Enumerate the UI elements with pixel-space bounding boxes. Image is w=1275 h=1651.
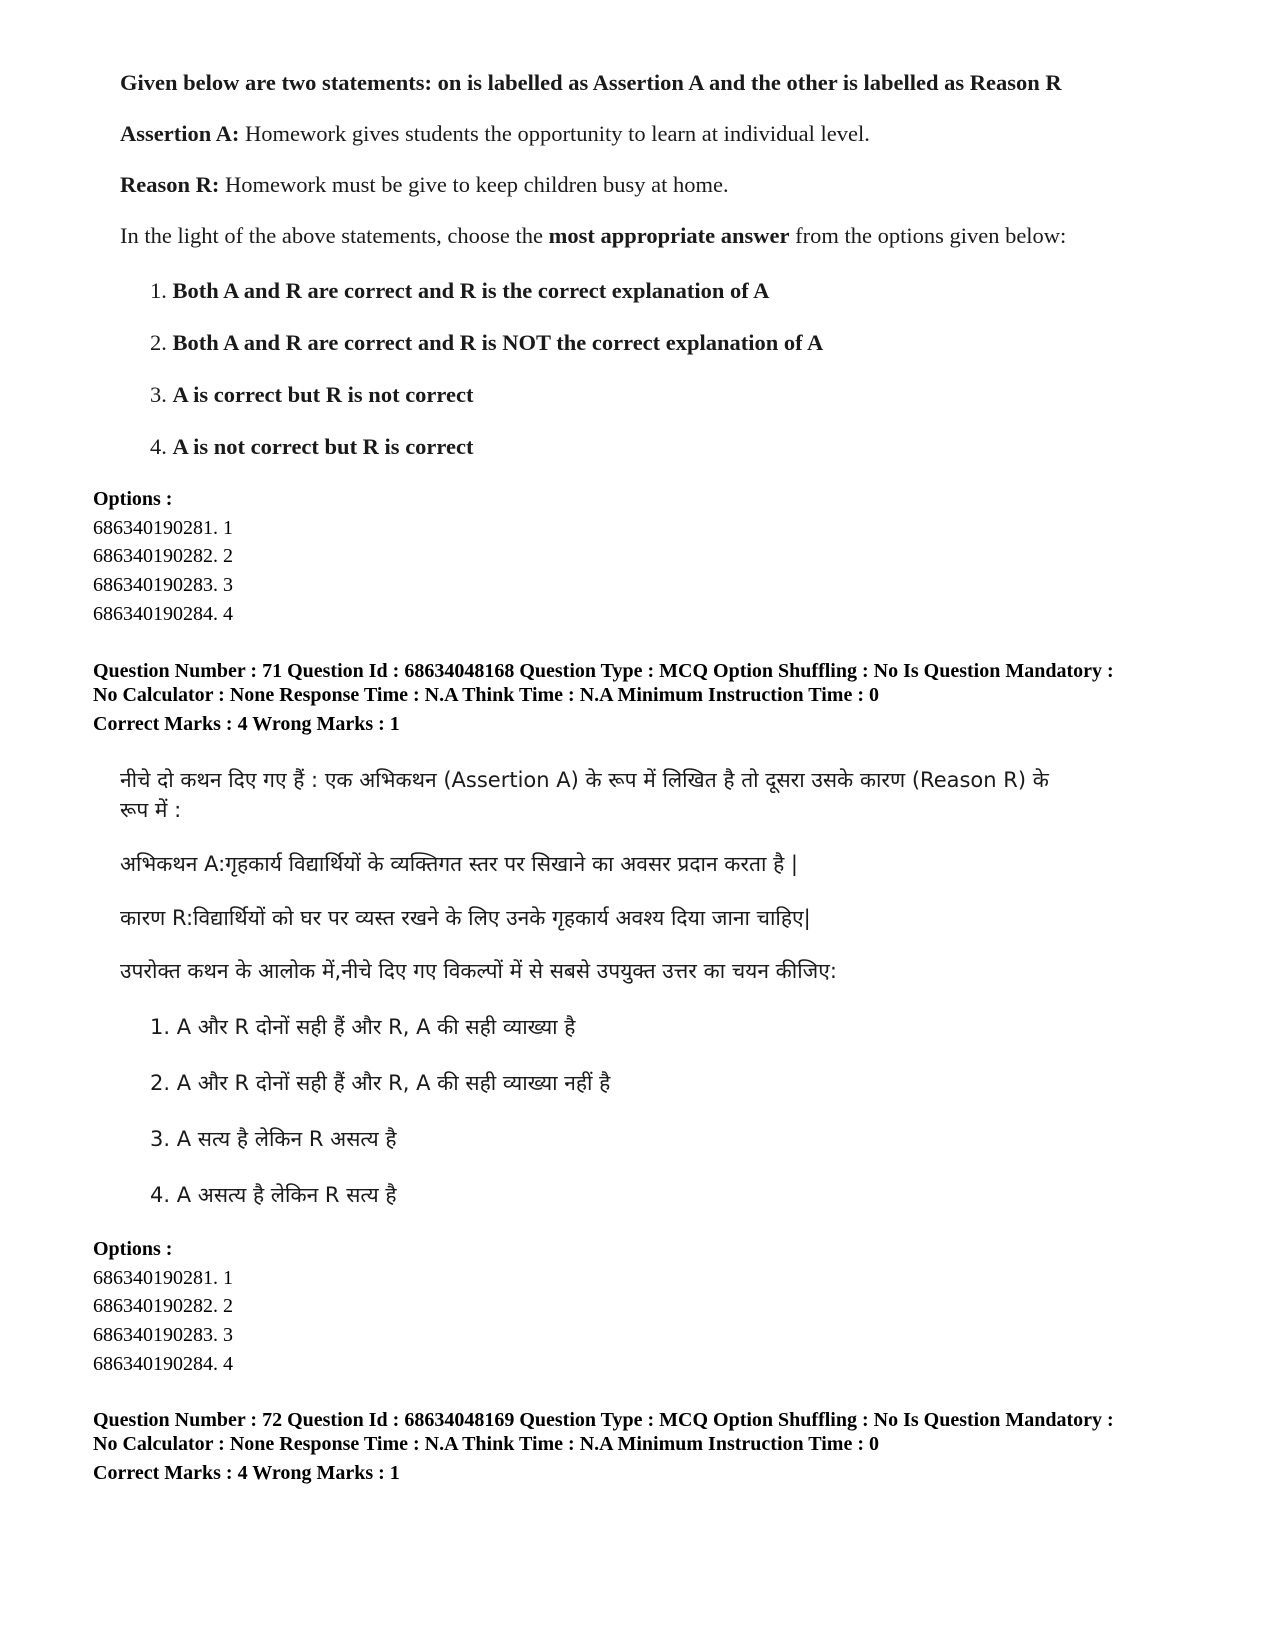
hindi-assertion: अभिकथन A:गृहकार्य विद्यार्थियों के व्यक्तिगत स्तर पर सिखाने का अवसर प्रदान करता है | [120, 852, 798, 876]
choice-1: 1. Both A and R are correct and R is the correct explanation of A [150, 278, 770, 303]
options-header: Options : [93, 1238, 173, 1260]
assertion-statement: Assertion A: Homework gives students the opportunity to learn at individual level. [120, 121, 870, 146]
question-meta-line2: No Calculator : None Response Time : N.A Think Time : N.A Minimum Instruction Time : 0 [93, 683, 879, 706]
hindi-instruction: उपरोक्त कथन के आलोक में,नीचे दिए गए विकल्पों में से सबसे उपयुक्त उत्तर का चयन कीजिए: [120, 959, 837, 983]
option-item: 686340190282. 2 [93, 1295, 233, 1318]
hindi-intro-line2: रूप में : [120, 798, 182, 822]
option-item: 686340190281. 1 [93, 516, 233, 539]
choice-3: 3. A is correct but R is not correct [150, 382, 474, 407]
option-item: 686340190281. 1 [93, 1266, 233, 1289]
hindi-choice-2: 2. A और R दोनों सही हैं और R, A की सही व्याख्या नहीं है [150, 1071, 611, 1095]
question-marks: Correct Marks : 4 Wrong Marks : 1 [93, 713, 400, 735]
question-marks: Correct Marks : 4 Wrong Marks : 1 [93, 1462, 400, 1484]
hindi-reason: कारण R:विद्यार्थियों को घर पर व्यस्त रखने के लिए उनके गृहकार्य अवश्य दिया जाना चाहिए| [120, 906, 811, 930]
hindi-choice-3: 3. A सत्य है लेकिन R असत्य है [150, 1127, 397, 1151]
options-header: Options : [93, 488, 173, 510]
question-intro: Given below are two statements: on is labelled as Assertion A and the other is labelled as Reason R [120, 70, 1062, 95]
hindi-intro-line1: नीचे दो कथन दिए गए हैं : एक अभिकथन (Assertion A) के रूप में लिखित है तो दूसरा उसके कारण (Reason R) के [120, 768, 1049, 792]
question-71-info [93, 660, 1213, 737]
option-item: 686340190283. 3 [93, 574, 233, 597]
question-meta-line2: No Calculator : None Response Time : N.A Think Time : N.A Minimum Instruction Time : 0 [93, 1432, 879, 1455]
option-item: 686340190283. 3 [93, 1324, 233, 1347]
choice-4: 4. A is not correct but R is correct [150, 434, 474, 459]
question-meta-line1: Question Number : 71 Question Id : 68634048168 Question Type : MCQ Option Shuffling : No Is Question Mandatory : [93, 660, 1114, 682]
reason-statement: Reason R: Homework must be give to keep children busy at home. [120, 172, 729, 197]
choice-2: 2. Both A and R are correct and R is NOT the correct explanation of A [150, 330, 824, 355]
option-item: 686340190284. 4 [93, 1352, 233, 1375]
hindi-choice-4: 4. A असत्य है लेकिन R सत्य है [150, 1183, 397, 1207]
option-item: 686340190282. 2 [93, 545, 233, 568]
question-meta-line1: Question Number : 72 Question Id : 68634048169 Question Type : MCQ Option Shuffling : No Is Question Mandatory : [93, 1409, 1114, 1431]
instruction-statement: In the light of the above statements, choose the most appropriate answer from the options given below: [120, 223, 1067, 248]
hindi-choice-1: 1. A और R दोनों सही हैं और R, A की सही व्याख्या है [150, 1015, 576, 1039]
question-72-info [93, 1409, 1213, 1486]
options-list [93, 1235, 233, 1379]
option-item: 686340190284. 4 [93, 602, 233, 625]
options-list [93, 485, 233, 629]
